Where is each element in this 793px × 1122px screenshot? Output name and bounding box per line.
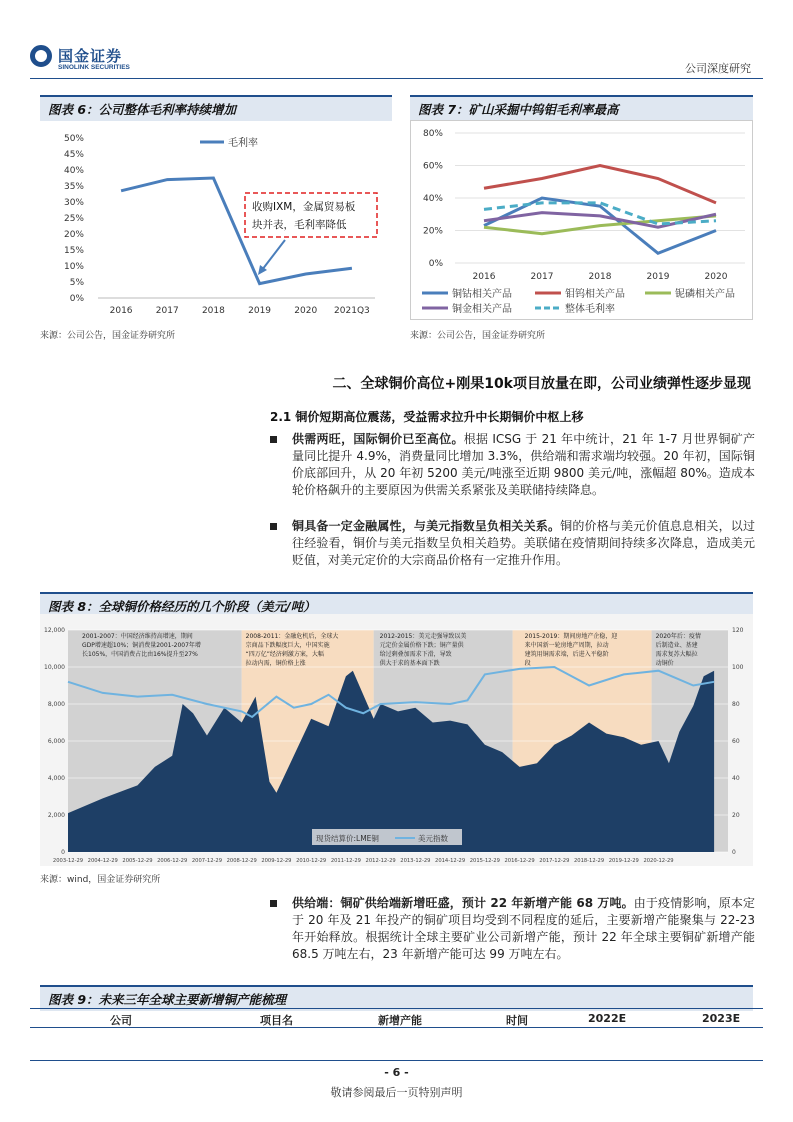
x-tick-label: 2016 <box>109 306 133 316</box>
phase-note: 后制造业、基建 <box>655 642 698 649</box>
company-name-en: SINOLINK SECURITIES <box>58 64 130 71</box>
col-capacity: 新增产能 <box>378 1014 422 1027</box>
x-tick-label: 2012-12-29 <box>365 858 396 864</box>
y-tick-label: 60% <box>422 161 443 172</box>
x-tick-label: 2019 <box>646 272 670 282</box>
phase-note: 2015-2019：期间房地产企稳，迎 <box>524 633 618 640</box>
legend-label: 铜金相关产品 <box>452 304 512 315</box>
figure6-title: 图表 6：公司整体毛利率持续增加 <box>40 95 392 121</box>
phase-note: 建筑用铜需求端，后进入平稳阶 <box>524 651 609 658</box>
figure7-source: 来源：公司公告，国金证券研究所 <box>410 331 546 341</box>
footer-disclaimer: 敬请参阅最后一页特别声明 <box>330 1086 463 1099</box>
x-tick-label: 2016 <box>472 272 496 282</box>
legend-copper: 现货结算价:LME铜 <box>316 834 379 843</box>
bullet3-text: 由于疫情影响，原本定于 20 年及 21 年投产的铜矿项目均受到不同程度的延后，主要新增产能聚集与 22-23 年开始释放。根据统计全球主要矿业公司新增产能，预计 22 年全球主要铜矿新增产能 68.5 万吨左右，23 年新增产能可达 99 万吨左右。 <box>292 896 755 961</box>
y-tick-label: 0% <box>69 294 84 304</box>
phase-note: 宗商品下跌幅度巨大，中国实施 <box>245 642 330 649</box>
bullet1-bold: 供需两旺，国际铜价已至高位。 <box>292 432 464 446</box>
y-tick-label: 20% <box>422 226 443 237</box>
y-right-tick: 80 <box>732 701 740 708</box>
legend-label: 钼钨相关产品 <box>565 289 625 300</box>
y-left-tick: 2,000 <box>47 812 65 819</box>
y-left-tick: 4,000 <box>47 775 65 782</box>
col-2022e: 2022E <box>588 1012 627 1025</box>
y-left-tick: 10,000 <box>44 664 65 671</box>
x-tick-label: 2019-12-29 <box>608 858 639 864</box>
subsection-title: 2.1 铜价短期高位震荡，受益需求拉升中长期铜价中枢上移 <box>270 410 584 424</box>
y-tick-label: 30% <box>63 198 84 208</box>
y-right-tick: 0 <box>732 849 736 856</box>
x-tick-label: 2009-12-29 <box>261 858 292 864</box>
bullet2-bold: 铜具备一定金融属性，与美元指数呈负相关关系。 <box>292 519 561 533</box>
annotation-arrow <box>262 240 285 270</box>
figure6-chart <box>40 120 392 320</box>
x-tick-label: 2003-12-29 <box>52 858 84 864</box>
legend-label: 铌磷相关产品 <box>675 289 735 300</box>
bullet-supply-side <box>270 895 755 963</box>
logo-icon <box>30 45 52 67</box>
series-line <box>484 216 716 234</box>
legend-label: 毛利率 <box>228 138 258 149</box>
figure8-legend <box>312 829 462 845</box>
x-tick-label: 2017 <box>155 306 179 316</box>
y-tick-label: 0% <box>428 259 443 269</box>
figure8-title: 图表 8：全球铜价格经历的几个阶段（美元/吨） <box>40 592 753 618</box>
x-tick-label: 2018 <box>588 272 612 282</box>
x-tick-label: 2004-12-29 <box>87 858 118 864</box>
figure9-table-header <box>30 1008 763 1028</box>
bullet3-bold: 供给端：铜矿供给端新增旺盛，预计 22 年新增产能 68 万吨。 <box>292 896 634 910</box>
col-company: 公司 <box>110 1014 132 1027</box>
x-tick-label: 2018 <box>201 306 225 316</box>
y-right-tick: 20 <box>732 812 740 819</box>
figure9-title: 图表 9：未来三年全球主要新增铜产能梳理 <box>40 985 753 1011</box>
y-right-tick: 120 <box>732 627 744 634</box>
legend-label: 整体毛利率 <box>565 304 615 315</box>
section-title: 二、全球铜价高位+刚果10k项目放量在即，公司业绩弹性逐步显现 <box>332 376 751 392</box>
bullet-supply-demand <box>270 431 755 499</box>
y-tick-label: 80% <box>422 129 443 139</box>
x-tick-label: 2005-12-29 <box>122 858 153 864</box>
col-project: 项目名 <box>260 1014 293 1027</box>
x-tick-label: 2021Q3 <box>334 306 370 316</box>
phase-note: 给过剩叠加需求下滑，导致 <box>379 651 452 658</box>
x-tick-label: 2017 <box>530 272 554 282</box>
phase-note: 长105%，中国消费占比由16%提升至27% <box>82 651 198 658</box>
y-right-tick: 40 <box>732 775 740 782</box>
x-tick-label: 2008-12-29 <box>226 858 257 864</box>
x-tick-label: 2006-12-29 <box>157 858 188 864</box>
y-tick-label: 20% <box>63 230 84 240</box>
doc-type: 公司深度研究 <box>685 62 751 75</box>
page-number: - 6 - <box>384 1066 409 1079</box>
x-tick-label: 2016-12-29 <box>504 858 535 864</box>
annotation-line1: 收购IXM，金属贸易板 <box>252 201 356 213</box>
x-tick-label: 2013-12-29 <box>400 858 431 864</box>
x-tick-label: 2019 <box>248 306 272 316</box>
x-tick-label: 2015-12-29 <box>469 858 500 864</box>
x-tick-label: 2020 <box>704 272 728 282</box>
y-tick-label: 40% <box>422 194 443 204</box>
phase-note: “四万亿”经济刺激方案，大幅 <box>245 651 324 658</box>
y-left-tick: 0 <box>61 849 65 856</box>
bullet-mark <box>270 900 277 907</box>
x-tick-label: 2018-12-29 <box>573 858 605 864</box>
phase-note: 需求复苏大幅拉 <box>655 651 698 658</box>
y-right-tick: 60 <box>732 738 740 745</box>
y-tick-label: 5% <box>69 278 84 288</box>
y-left-tick: 12,000 <box>44 627 65 634</box>
bullet-mark <box>270 523 277 530</box>
header-divider <box>30 78 763 79</box>
y-tick-label: 50% <box>63 134 84 144</box>
annotation-line2: 块并表，毛利率降低 <box>252 219 347 231</box>
figure6-source: 来源：公司公告，国金证券研究所 <box>40 331 176 341</box>
x-tick-label: 2020 <box>294 306 318 316</box>
col-2023e: 2023E <box>702 1012 741 1025</box>
phase-note: 供大于求的基本面下跌 <box>379 660 440 667</box>
bullet-financial-attribute <box>270 518 755 569</box>
x-tick-label: 2007-12-29 <box>191 858 223 864</box>
phase-note: 动铜价 <box>655 660 674 667</box>
y-tick-label: 10% <box>63 262 84 272</box>
col-time: 时间 <box>506 1014 528 1027</box>
y-tick-label: 40% <box>63 166 84 176</box>
figure7-title: 图表 7：矿山采掘中钨钼毛利率最高 <box>410 95 753 121</box>
figure8-source: 来源：wind，国金证券研究所 <box>40 875 161 885</box>
bullet2-text: 铜的价格与美元价值息息相关，以过往经验看，铜价与美元指数呈负相关趋势。美联储在疫情期间持续多次降息，造成美元贬值，对美元定价的大宗商品价格有一定推升作用。 <box>292 519 755 567</box>
y-tick-label: 15% <box>63 246 84 256</box>
series-line <box>484 166 716 203</box>
y-tick-label: 45% <box>63 150 84 160</box>
y-tick-label: 35% <box>63 182 84 192</box>
x-tick-label: 2014-12-29 <box>435 858 466 864</box>
phase-note: 2001-2007：中国经济维持高增速，期间 <box>82 633 193 640</box>
bullet1-text: 根据 ICSG 于 21 年中统计，21 年 1-7 月世界铜矿产量同比提升 4.9%，消费量同比增加 3.3%，供给端和需求端均较强。20 年初，国际铜价底部回升，从 20 年初 5200 美元/吨涨至近期 9800 美元/吨，涨幅超 80%。造成本轮价格飙升的主要原因为供需关系紧张及美联储持续降息。 <box>292 432 755 497</box>
figure8-chart <box>40 614 753 866</box>
phase-note: 2012-2015：美元走强导致以美 <box>379 633 467 640</box>
phase-note: 来中国新一轮房地产周期，拉动 <box>524 642 609 649</box>
x-tick-label: 2020-12-29 <box>643 858 674 864</box>
x-tick-label: 2011-12-29 <box>330 858 361 864</box>
figure7-chart <box>410 120 753 320</box>
x-tick-label: 2010-12-29 <box>296 858 327 864</box>
y-left-tick: 8,000 <box>47 701 65 708</box>
company-name: 国金证券 <box>58 47 123 65</box>
bullet-mark <box>270 436 277 443</box>
phase-note: 2020年后：疫情 <box>655 633 701 640</box>
legend-usd: 美元指数 <box>418 834 448 843</box>
phase-note: 元定价金属价格下跌；铜产量供 <box>379 642 464 649</box>
phase-note: GDP增速超10%；铜消费量2001-2007年增 <box>82 642 201 649</box>
y-right-tick: 100 <box>732 664 744 671</box>
y-tick-label: 25% <box>63 214 84 224</box>
y-left-tick: 6,000 <box>47 738 65 745</box>
phase-note: 2008-2011：金融危机后，全球大 <box>245 633 339 640</box>
phase-note: 拉动内需，铜价格上涨 <box>245 660 306 667</box>
footer-divider <box>30 1060 763 1061</box>
x-tick-label: 2017-12-29 <box>539 858 570 864</box>
phase-note: 段 <box>524 660 531 667</box>
legend-label: 铜钴相关产品 <box>452 289 512 300</box>
